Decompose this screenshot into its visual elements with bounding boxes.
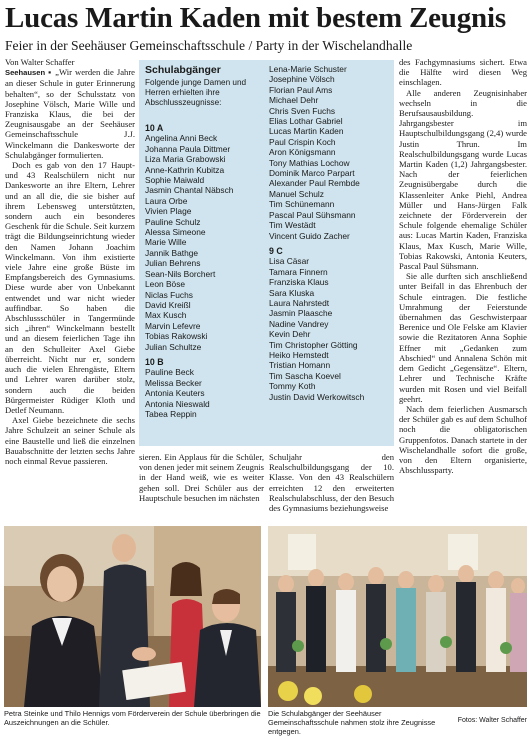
graduate-name: Anne-Kathrin Kubitza (145, 164, 225, 175)
graduate-name: Manuel Schulz (269, 188, 324, 199)
paragraph: Sie alle durften sich anschließend unter Beifall in das Ehrenbuch der Schule eintragen. Die festliche Umrahmung der Feierstunde übernahmen das Geschwisterpaar Berenice und Ole Felske am Klavier sowie die Rezitatoren Anna Sophie Effner mit „Gedanken zum Abschied“ und Annalena Schön mit dem Gedicht „Gegensätze“. Eltern, Lehrer und Technische Kräfte wurden mit Rosen und viel Beifall geehrt. (399, 271, 527, 404)
graduate-name: Leon Böse (145, 279, 186, 290)
graduate-name: Antonia Nieswald (145, 398, 210, 409)
graduate-name: Tim Sascha Koevel (269, 370, 341, 381)
graduates-list-left (145, 123, 265, 419)
graduate-name: David Kreißl (145, 299, 191, 310)
lead-paragraph: Seehausen ▪ „Wir werden die Jahre an dieser Schule in guter Erinnerung behalten“, so der Schulsstatz von Josephine Völsch, Marie Wille und Franziska Klaus, die bei der Zeugnisausgabe an der Seehäuser Gemeinschaftsschule J.J. Winckelmann die Dankesworte der Schulabgänger formulierten. (5, 67, 135, 160)
graduate-name: Franziska Klaus (269, 277, 329, 288)
graduate-name: Jannik Bathge (145, 247, 199, 258)
paragraph: Doch es gab von den 17 Haupt- und 43 Realschülern nicht nur Dankesworte an ihre Eltern, Lehrer und an all die, die sie bisher auf ihrem Lebensweg unterstützten, sondern auch ein besonderes Geschenk für die Schule. Seit kurzem trägt die Bildungseinrichtung wieder den Namen Johann Joachim Winckelmann. Von ihm existierte viele Jahre eine große Büste im Empfangsbereich des Gymnasiums. Diese wurde aber von Unbekannt entwendet und war nicht wieder auffindbar. So haben die Abschlussschüler in Tangermünde sich „ihren“ Winckelmann bestellt und an diesem feierlichen Tage ihn an den Schulleiter Axel Giebe überreicht. Nicht nur er, sondern auch die vielen Ehrengäste, Eltern und Lehrer waren darüber stolz, sondern auch die beiden Bürgermeister Rüdiger Kloth und Detlef Neumann. (5, 160, 135, 415)
graduate-name: Michael Dehr (269, 95, 319, 106)
graduate-name: Justin David Werkowitsch (269, 391, 365, 402)
graduate-name: Laura Nahrstedt (269, 297, 330, 308)
graduate-name: Elias Lothar Gabriel (269, 116, 343, 127)
graduate-name: Kevin Dehr (269, 329, 311, 340)
graduate-name: Pascal Paul Sühsmann (269, 209, 356, 220)
dateline-place: Seehausen (5, 68, 46, 78)
graduate-name: Tim Christopher Götting (269, 339, 358, 350)
graduate-name: Tommy Koth (269, 381, 316, 392)
graduate-name: Tamara Finnern (269, 266, 328, 277)
photo-credit: Fotos: Walter Schaffer (457, 717, 527, 724)
class-heading: 9 C (269, 245, 283, 256)
graduate-name: Johanna Paula Dittmer (145, 143, 231, 154)
graduate-name: Tristian Homann (269, 360, 331, 371)
photo-caption-left: Petra Steinke und Thilo Hennigs vom Förderverein der Schule überbringen die Auszeichnungen an die Schüler. (4, 709, 261, 728)
article-column-3-bottom: Schuljahr den Realschulbildungsgang der 10. Klasse. Von den 43 Realschülern erreichten 12 den erweiterten Realschulabschluss, der den Besuch des Gymnasiums beziehungsweise (269, 452, 394, 514)
graduate-name: Tim Westädt (269, 220, 316, 231)
paragraph-text: „Wir werden die Jahre an dieser Schule in guter Erinnerung behalten“, so der Schulsstatz von Josephine Völsch, Marie Wille und Franziska Klaus, die bei der Zeugnisausgabe an der Seehäuser Gemeinschaftsschule J.J. Winckelmann die Dankesworte der Schulabgänger formulierten. (5, 67, 135, 160)
graduate-name: Tony Mathias Lochow (269, 157, 350, 168)
graduate-name: Alessa Simeone (145, 227, 206, 238)
graduate-name: Laura Orbe (145, 195, 188, 206)
article-column-4 (399, 57, 527, 475)
graduate-name: Josephine Völsch (269, 74, 335, 85)
box-title: Schulabgänger (145, 64, 221, 76)
paragraph: Nach dem feierlichen Ausmarsch der Schüler gab es auf dem Schulhof noch die obligatorischen Gruppenfotos. Danach startete in der Wischelandhalle sofort die große, von den Eltern organisierte, Abschlussparty. (399, 403, 527, 476)
graduate-name: Lisa Cäsar (269, 256, 310, 267)
graduate-name: Jasmin Plaasche (269, 308, 333, 319)
graduate-name: Liza Maria Grabowski (145, 154, 226, 165)
graduate-name: Lucas Martin Kaden (269, 126, 344, 137)
graduate-name: Vincent Guido Zacher (269, 230, 350, 241)
paragraph: Axel Giebe bezeichnete die sechs Jahre Schulzeit an seiner Schule als eine Baustelle und ließ die einzelnen Bauabschnitte der letzten sechs Jahre noch einmal Revue passieren. (5, 415, 135, 466)
graduate-name: Pauline Schulz (145, 216, 201, 227)
graduate-name: Marie Wille (145, 237, 187, 248)
byline: Von Walter Schaffer (5, 57, 75, 67)
class-heading: 10 A (145, 123, 164, 133)
graduate-name: Max Kusch (145, 310, 187, 321)
graduate-name: Jasmin Chantal Näbsch (145, 185, 234, 196)
graduate-name: Lena-Marie Schuster (269, 64, 347, 74)
graduate-name: Nadine Vandrey (269, 318, 329, 329)
graduate-name: Heiko Hemstedt (269, 349, 329, 360)
article-column-2-bottom: sieren. Ein Applaus für die Schüler, von denen jeder mit seinem Zeugnis in der Hand weiß, wie es weiter gehen soll. Drei Schüler aus der Hauptschule besuchen im nächsten (139, 452, 264, 503)
graduate-name: Julian Schultze (145, 341, 202, 352)
graduate-name: Tabea Reppin (145, 408, 197, 419)
graduate-name: Niclas Fuchs (145, 289, 193, 300)
graduate-name: Vivien Plage (145, 206, 192, 217)
graduate-name: Julian Behrens (145, 258, 201, 269)
graduate-name: Melissa Becker (145, 377, 202, 388)
graduate-name: Sophie Maiwald (145, 175, 205, 186)
class-heading: 10 B (145, 356, 164, 367)
graduates-list-right (269, 64, 393, 402)
photo-graduates-group (268, 526, 527, 707)
graduate-name: Antonia Keuters (145, 388, 205, 399)
graduate-name: Aron Königsmann (269, 147, 336, 158)
headline: Lucas Martin Kaden mit bestem Zeugnis (5, 2, 506, 34)
graduate-name: Tim Schünemann (269, 199, 335, 210)
graduate-name: Marvin Lefevre (145, 320, 201, 331)
graduate-name: Sara Kluska (269, 287, 315, 298)
paragraph: Alle anderen Zeugnisinhaber wechseln in die Berufsausausbildung. Jahrgangsbester im Hauptschulbildungsgang (2,4) wurde Justin Thrun. Im Realschulbildungsgang wurde Lucas Martin Kaden (1,2) Jahrgangsbester. Nach der feierlichen Zeugnisübergabe durch die Klassenleiter Anke Piehl, Andrea Müller und Hans-Jürgen Falk zeichnete der Förderverein der Schule folgende ehemalige Schüler aus: Lucas Martin Kaden, Franziska Klaus, Max Kusch, Marie Wille, Tobias Rakowski, Antonia Keuters, Pascal Paul Sühsmann. (399, 87, 527, 272)
graduate-name: Pauline Beck (145, 367, 194, 378)
subheadline: Feier in der Seehäuser Gemeinschaftsschule / Party in der Wischelandhalle (5, 38, 413, 53)
graduate-name: Florian Paul Ams (269, 84, 333, 95)
graduate-name: Paul Crispin Koch (269, 136, 336, 147)
article-column-1 (5, 57, 135, 466)
graduate-name: Sean-Nils Borchert (145, 268, 216, 279)
photo-caption-right: Die Schulabgänger der Seehäuser Gemeinschaftsschule nahmen stolz ihre Zeugnisse entgegen. (268, 709, 436, 737)
photo-award-handover (4, 526, 261, 707)
box-intro: Folgende junge Damen und Herren erhielten ihre Abschlusszeugnisse: (145, 78, 247, 107)
graduate-name: Chris Sven Fuchs (269, 105, 336, 116)
graduate-name: Alexander Paul Rembde (269, 178, 360, 189)
graduate-name: Dominik Marco Parpart (269, 168, 355, 179)
paragraph: des Fachgymnasiums sichert. Etwa die Hälfte wird diesen Weg einschlagen. (399, 57, 527, 88)
graduate-name: Angelina Anni Beck (145, 133, 218, 144)
graduate-name: Tobias Rakowski (145, 331, 208, 342)
